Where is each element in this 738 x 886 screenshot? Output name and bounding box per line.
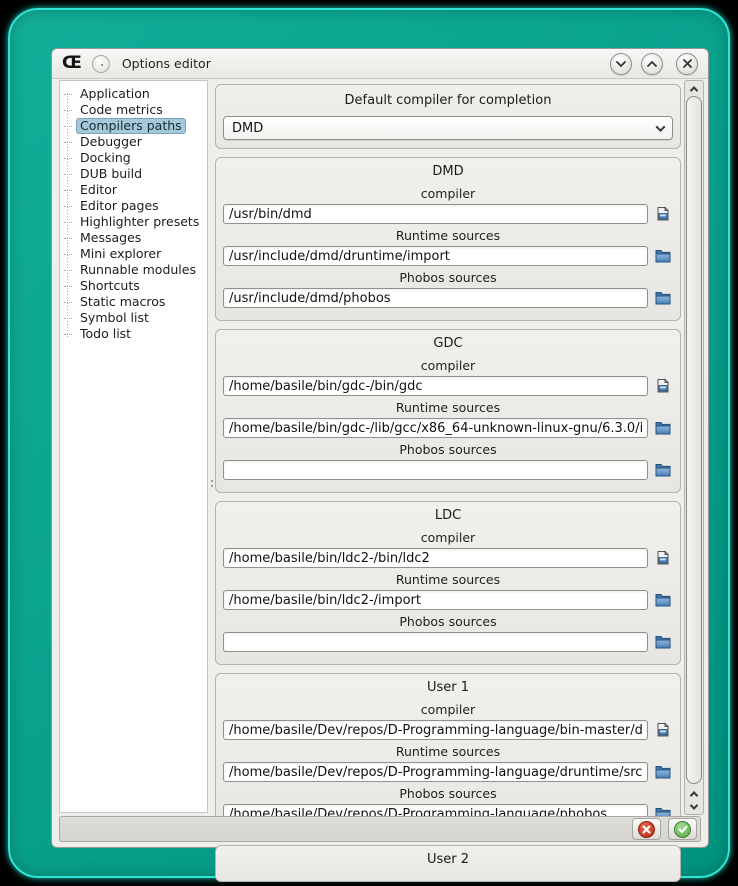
sidebar-item-compilers-paths[interactable]: Compilers paths: [64, 118, 205, 134]
options-editor-window: [51, 48, 709, 867]
sidebar-item-highlighter-presets[interactable]: Highlighter presets: [64, 214, 205, 230]
close-icon: [683, 59, 692, 68]
open-file-button[interactable]: [653, 377, 673, 396]
sidebar-item-docking[interactable]: Docking: [64, 150, 205, 166]
coedit-logo-icon: Œ: [62, 53, 82, 73]
field-label: compiler: [420, 702, 476, 717]
accept-icon: [674, 821, 691, 838]
category-tree: [60, 81, 207, 342]
field-label: Runtime sources: [395, 228, 501, 243]
minimize-button[interactable]: [610, 53, 632, 75]
category-sidebar: [59, 80, 208, 813]
sidebar-item-application[interactable]: Application: [64, 86, 205, 102]
window-frame: [8, 8, 730, 878]
open-folder-icon: [655, 635, 671, 649]
sidebar-item-mini-explorer[interactable]: Mini explorer: [64, 246, 205, 262]
open-file-icon: [655, 550, 671, 566]
open-file-button[interactable]: [653, 721, 673, 740]
scroll-up-button[interactable]: [686, 82, 702, 95]
selected-compiler: DMD: [232, 120, 264, 136]
default-compiler-group: [215, 84, 681, 149]
field-label: compiler: [420, 358, 476, 373]
ldc-runtime-sources-input[interactable]: [223, 590, 648, 610]
open-folder-button[interactable]: [653, 461, 673, 480]
open-file-icon: [655, 378, 671, 394]
close-button[interactable]: [676, 53, 698, 75]
window-title: Options editor: [121, 56, 211, 71]
open-folder-icon: [655, 249, 671, 263]
compiler-group-dmd: [215, 157, 681, 321]
open-folder-button[interactable]: [653, 633, 673, 652]
group-title: User 2: [426, 852, 470, 867]
group-title: User 1: [426, 680, 470, 695]
group-title: GDC: [433, 336, 463, 351]
open-folder-button[interactable]: [653, 419, 673, 438]
gdc-compiler-path-input[interactable]: [223, 376, 648, 396]
open-file-button[interactable]: [653, 205, 673, 224]
sidebar-item-todo-list[interactable]: Todo list: [64, 326, 205, 342]
sidebar-item-symbol-list[interactable]: Symbol list: [64, 310, 205, 326]
field-label: Phobos sources: [399, 270, 497, 285]
sidebar-item-static-macros[interactable]: Static macros: [64, 294, 205, 310]
open-file-button[interactable]: [653, 549, 673, 568]
default-compiler-select[interactable]: [223, 116, 673, 140]
chevron-up-icon: [690, 86, 698, 94]
chevron-down-icon: [616, 61, 626, 67]
user1-compiler-path-input[interactable]: [223, 720, 648, 740]
sidebar-item-messages[interactable]: Messages: [64, 230, 205, 246]
chevron-up-icon: [647, 61, 657, 67]
open-folder-icon: [655, 765, 671, 779]
field-label: compiler: [420, 530, 476, 545]
compiler-group-gdc: [215, 329, 681, 493]
field-label: Phobos sources: [399, 614, 497, 629]
ldc-phobos-sources-input[interactable]: [223, 632, 648, 652]
compiler-group-user2: [215, 845, 681, 882]
open-folder-button[interactable]: [653, 591, 673, 610]
scrollbar-thumb[interactable]: [686, 96, 702, 784]
open-folder-icon: [655, 463, 671, 477]
user1-runtime-sources-input[interactable]: [223, 762, 648, 782]
open-folder-button[interactable]: [653, 289, 673, 308]
dialog-button-bar: [59, 816, 701, 842]
field-label: Phobos sources: [399, 786, 497, 801]
vertical-scrollbar[interactable]: [684, 80, 704, 815]
gdc-runtime-sources-input[interactable]: [223, 418, 648, 438]
scroll-down-button[interactable]: [686, 800, 702, 813]
pin-button[interactable]: [92, 55, 110, 73]
compiler-group-ldc: [215, 501, 681, 665]
sidebar-item-editor[interactable]: Editor: [64, 182, 205, 198]
open-file-icon: [655, 722, 671, 738]
sidebar-item-debugger[interactable]: Debugger: [64, 134, 205, 150]
dmd-runtime-sources-input[interactable]: [223, 246, 648, 266]
dmd-phobos-sources-input[interactable]: [223, 288, 648, 308]
gdc-phobos-sources-input[interactable]: [223, 460, 648, 480]
field-label: Runtime sources: [395, 400, 501, 415]
scroll-up-button-bottom[interactable]: [686, 787, 702, 800]
group-title: DMD: [432, 164, 464, 179]
content-area: [52, 80, 708, 867]
chevron-up-icon: [690, 791, 698, 799]
compilers-paths-panel: [215, 80, 708, 867]
group-title: Default compiler for completion: [344, 93, 552, 108]
sidebar-item-shortcuts[interactable]: Shortcuts: [64, 278, 205, 294]
cancel-button[interactable]: [632, 818, 661, 840]
groups-scroll-view: [215, 80, 681, 867]
open-folder-button[interactable]: [653, 247, 673, 266]
accept-button[interactable]: [668, 818, 697, 840]
group-title: LDC: [434, 508, 462, 523]
sidebar-item-editor-pages[interactable]: Editor pages: [64, 198, 205, 214]
titlebar[interactable]: [52, 49, 708, 79]
maximize-button[interactable]: [641, 53, 663, 75]
chevron-down-icon: [690, 801, 698, 809]
sidebar-splitter[interactable]: [208, 80, 215, 813]
sidebar-item-code-metrics[interactable]: Code metrics: [64, 102, 205, 118]
field-label: Runtime sources: [395, 744, 501, 759]
compiler-group-user1: [215, 673, 681, 837]
dmd-compiler-path-input[interactable]: [223, 204, 648, 224]
field-label: Runtime sources: [395, 572, 501, 587]
field-label: compiler: [420, 186, 476, 201]
chevron-down-icon: [656, 122, 666, 132]
sidebar-item-runnable-modules[interactable]: Runnable modules: [64, 262, 205, 278]
cancel-icon: [638, 821, 655, 838]
open-folder-icon: [655, 291, 671, 305]
ldc-compiler-path-input[interactable]: [223, 548, 648, 568]
open-folder-button[interactable]: [653, 763, 673, 782]
open-file-icon: [655, 206, 671, 222]
open-folder-icon: [655, 421, 671, 435]
field-label: Phobos sources: [399, 442, 497, 457]
sidebar-item-dub-build[interactable]: DUB build: [64, 166, 205, 182]
open-folder-icon: [655, 593, 671, 607]
